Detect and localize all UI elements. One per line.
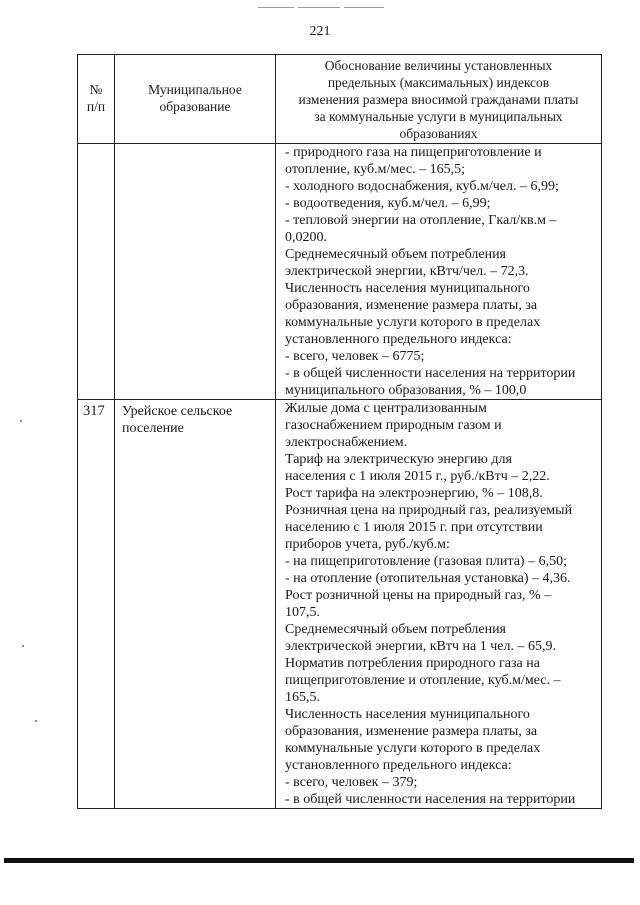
justification-line: - холодного водоснабжения, куб.м/чел. – 6,99;: [285, 179, 559, 194]
table-row: [78, 144, 602, 400]
justification-line: Жилые дома с централизованным: [285, 401, 487, 416]
justification-line: 165,5.: [285, 690, 320, 705]
header-line: Обоснование величины установленных: [324, 58, 553, 73]
municipality-cell: [115, 144, 276, 400]
justification-line: электрической энергии, кВтч/чел. – 72,3.: [285, 264, 529, 279]
bottom-rule: [4, 858, 634, 863]
header-number: [78, 55, 115, 144]
row-number-cell: [78, 144, 115, 400]
justification-line: образования, изменение размера платы, за: [285, 298, 538, 313]
justification-line: электроснабжением.: [285, 435, 408, 450]
justification-line: Рост розничной цены на природный газ, % –: [285, 588, 552, 603]
justification-line: - природного газа на пищеприготовление и: [285, 145, 542, 160]
table-header-row: [78, 55, 602, 144]
justification-line: 0,0200.: [285, 230, 327, 245]
tariff-justification-table: [77, 54, 602, 809]
justification-line: - в общей численности населения на территории: [285, 792, 576, 807]
municipality-cell: [115, 400, 276, 809]
justification-line: установленного предельного индекса:: [285, 332, 512, 347]
header-justification: [276, 55, 602, 144]
page-number: 221: [309, 24, 331, 39]
justification-line: Численность населения муниципального: [285, 707, 530, 722]
justification-line: Рост тарифа на электроэнергию, % – 108,8.: [285, 486, 543, 501]
justification-line: Среднемесячный объем потребления: [285, 247, 506, 262]
header-line: Муниципальное: [148, 82, 242, 97]
justification-line: населению с 1 июля 2015 г. при отсутствии: [285, 520, 543, 535]
municipality-line: Урейское сельское: [122, 404, 233, 419]
justification-cell: [276, 144, 602, 400]
header-line: №: [89, 82, 103, 97]
justification-line: населения с 1 июля 2015 г., руб./кВтч – 2,22.: [285, 469, 550, 484]
justification-line: Численность населения муниципального: [285, 281, 530, 296]
justification-line: Среднемесячный объем потребления: [285, 622, 506, 637]
header-line: за коммунальные услуги в муниципальных: [314, 109, 563, 124]
scan-artifact-line: [258, 7, 294, 8]
justification-line: - всего, человек – 379;: [285, 775, 418, 790]
justification-line: 107,5.: [285, 605, 320, 620]
justification-line: - в общей численности населения на территории: [285, 366, 576, 381]
justification-line: Тариф на электрическую энергию для: [285, 452, 512, 467]
justification-line: образования, изменение размера платы, за: [285, 724, 538, 739]
header-line: образование: [159, 99, 231, 114]
table-row: [78, 400, 602, 809]
justification-line: газоснабжением природным газом и: [285, 418, 502, 433]
header-municipality: [115, 55, 276, 144]
justification-line: отопление, куб.м/мес. – 165,5;: [285, 162, 465, 177]
justification-line: приборов учета, руб./куб.м:: [285, 537, 450, 552]
justification-line: - тепловой энергии на отопление, Гкал/кв.м –: [285, 213, 557, 228]
justification-line: - всего, человек – 6775;: [285, 349, 425, 364]
justification-line: - водоотведения, куб.м/чел. – 6,99;: [285, 196, 491, 211]
justification-line: Розничная цена на природный газ, реализуемый: [285, 503, 573, 518]
justification-cell: [276, 400, 602, 809]
justification-line: Норматив потребления природного газа на: [285, 656, 540, 671]
justification-line: электрической энергии, кВтч на 1 чел. – 65,9.: [285, 639, 556, 654]
scan-artifact-line: [344, 7, 384, 8]
justification-line: - на пищеприготовление (газовая плита) – 6,50;: [285, 554, 567, 569]
header-line: предельных (максимальных) индексов: [327, 75, 550, 90]
scan-speck: [22, 645, 24, 647]
justification-line: пищеприготовление и отопление, куб.м/мес. –: [285, 673, 561, 688]
header-line: изменения размера вносимой гражданами платы: [298, 92, 579, 107]
scan-speck: [20, 420, 22, 422]
justification-line: коммунальные услуги которого в пределах: [285, 741, 541, 756]
header-line: п/п: [86, 99, 106, 114]
justification-line: - на отопление (отопительная установка) – 4,36.: [285, 571, 571, 586]
justification-line: установленного предельного индекса:: [285, 758, 512, 773]
municipality-line: поселение: [122, 421, 184, 436]
justification-line: коммунальные услуги которого в пределах: [285, 315, 541, 330]
justification-line: муниципального образования, % – 100,0: [285, 383, 527, 398]
row-number-cell: 317: [78, 400, 115, 809]
header-line: образованиях: [399, 126, 478, 141]
scan-speck: [35, 720, 37, 722]
scan-artifact-line: [298, 7, 340, 8]
